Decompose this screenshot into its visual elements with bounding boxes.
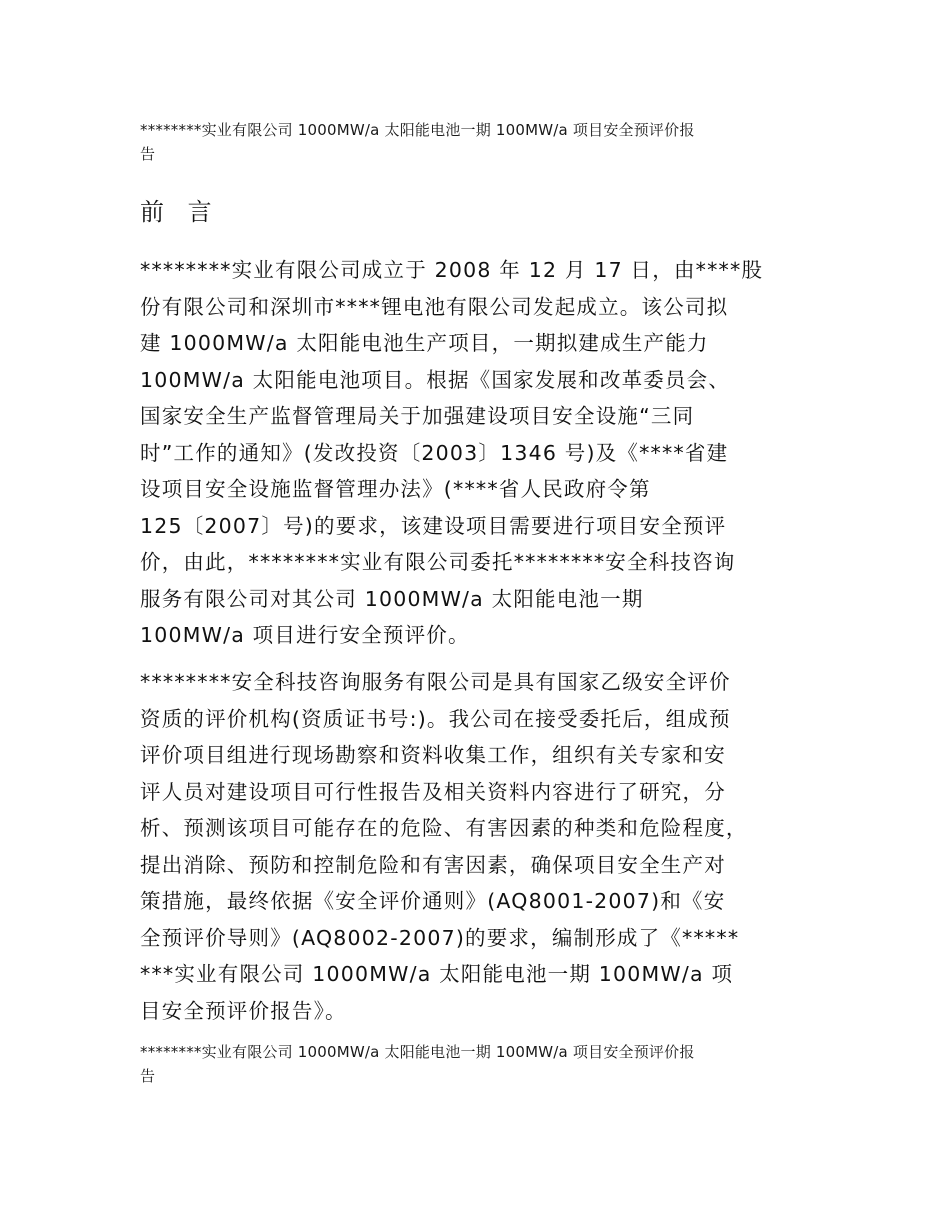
paragraph-line: ********安全科技咨询服务有限公司是具有国家乙级安全评价 bbox=[140, 670, 731, 694]
body-paragraph bbox=[140, 252, 816, 654]
running-header-top bbox=[140, 118, 820, 166]
paragraph-line: 服务有限公司对其公司 1000MW/a 太阳能电池一期 bbox=[140, 586, 644, 611]
paragraph-line: 125〔2007〕号)的要求，该建设项目需要进行项目安全预评 bbox=[140, 513, 727, 538]
paragraph-line: 评人员对建设项目可行性报告及相关资料内容进行了研究，分 bbox=[140, 779, 726, 804]
paragraph-line: 全预评价导则》(AQ8002-2007)的要求，编制形成了《***** bbox=[140, 925, 740, 950]
paragraph-line: 国家安全生产监督管理局关于加强建设项目安全设施“三同 bbox=[140, 404, 695, 428]
running-header-line: ********实业有限公司 1000MW/a 太阳能电池一期 100MW/a 项目安全预评价报 bbox=[140, 1043, 695, 1061]
paragraph-line: 目安全预评价报告》。 bbox=[140, 998, 347, 1023]
paragraph-line: 资质的评价机构(资质证书号:)。我公司在接受委托后，组成预 bbox=[140, 706, 731, 731]
paragraph-line: ********实业有限公司成立于 2008 年 12 月 17 日，由****股 bbox=[140, 258, 764, 282]
running-header-line: 告 bbox=[140, 1067, 156, 1085]
paragraph-line: 设项目安全设施监督管理办法》(****省人民政府令第 bbox=[140, 477, 651, 501]
paragraph-line: 价，由此，********实业有限公司委托********安全科技咨询 bbox=[140, 550, 736, 574]
paragraph-line: 份有限公司和深圳市****锂电池有限公司发起成立。该公司拟 bbox=[140, 294, 729, 319]
paragraph-line: 时”工作的通知》(发改投资〔2003〕1346 号)及《****省建 bbox=[140, 440, 729, 465]
paragraph-line: 评价项目组进行现场勘察和资料收集工作，组织有关专家和安 bbox=[140, 743, 726, 767]
section-title: 前 言 bbox=[140, 198, 220, 226]
running-header-line: 告 bbox=[140, 145, 156, 163]
paragraph-line: 提出消除、预防和控制危险和有害因素，确保项目安全生产对 bbox=[140, 852, 726, 877]
paragraph-line: 100MW/a 太阳能电池项目。根据《国家发展和改革委员会、 bbox=[140, 367, 731, 392]
body-paragraph bbox=[140, 664, 816, 1029]
paragraph-line: 100MW/a 项目进行安全预评价。 bbox=[140, 623, 470, 647]
paragraph-line: 析、预测该项目可能存在的危险、有害因素的种类和危险程度， bbox=[140, 816, 748, 840]
paragraph-line: 策措施，最终依据《安全评价通则》(AQ8001-2007)和《安 bbox=[140, 889, 726, 913]
running-header-line: ********实业有限公司 1000MW/a 太阳能电池一期 100MW/a 项目安全预评价报 bbox=[140, 121, 695, 139]
paragraph-line: ***实业有限公司 1000MW/a 太阳能电池一期 100MW/a 项 bbox=[140, 962, 734, 986]
running-header-bottom bbox=[140, 1040, 820, 1088]
paragraph-line: 建 1000MW/a 太阳能电池生产项目，一期拟建成生产能力 bbox=[140, 331, 709, 355]
